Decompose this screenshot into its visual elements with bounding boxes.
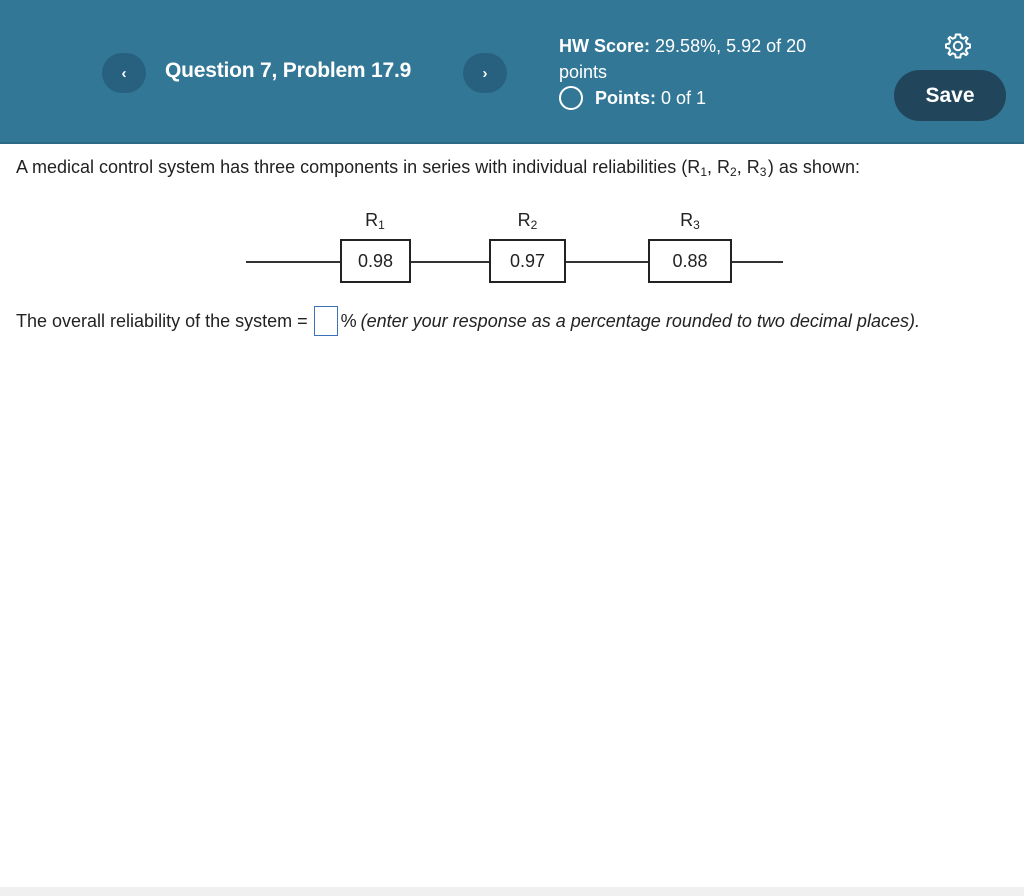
series-diagram bbox=[0, 200, 1024, 300]
wire-1-2 bbox=[410, 261, 490, 263]
wire-in bbox=[246, 261, 340, 263]
question-title: Question 7, Problem 17.9 bbox=[165, 59, 412, 82]
points-label: Points: bbox=[595, 87, 656, 108]
radio-circle-icon bbox=[559, 86, 583, 110]
chevron-left-icon: ‹ bbox=[121, 64, 127, 82]
chevron-right-icon: › bbox=[482, 64, 488, 82]
component-box-r3: 0.88 bbox=[648, 239, 732, 283]
points-status bbox=[559, 86, 706, 110]
answer-line bbox=[16, 306, 920, 336]
answer-hint: (enter your response as a percentage rounded to two decimal places). bbox=[360, 310, 920, 331]
save-button[interactable]: Save bbox=[894, 70, 1006, 121]
hw-score bbox=[559, 33, 859, 85]
component-label-r2: $R_2$ bbox=[517, 210, 538, 232]
component-box-r2: 0.97 bbox=[489, 239, 566, 283]
answer-prompt: The overall reliability of the system = bbox=[16, 310, 308, 331]
component-box-r1: 0.98 bbox=[340, 239, 411, 283]
component-label-r1: $R_1$ bbox=[365, 210, 385, 232]
question-text: A medical control system has three components in series with individual reliabilities ($R_1$, $R_2$, $R_3$ ) as shown: bbox=[16, 157, 860, 179]
percent-sign: % bbox=[340, 310, 357, 331]
points-value: 0 of 1 bbox=[661, 87, 707, 108]
component-label-r3: $R_3$ bbox=[680, 210, 700, 232]
previous-question-button[interactable] bbox=[102, 53, 146, 93]
answer-input[interactable] bbox=[314, 306, 338, 336]
top-header bbox=[0, 0, 1024, 144]
hw-score-value: 29.58%, 5.92 of 20 points bbox=[559, 36, 807, 82]
next-question-button[interactable] bbox=[463, 53, 507, 93]
hw-score-label: HW Score: bbox=[559, 36, 651, 56]
wire-2-3 bbox=[565, 261, 649, 263]
gear-icon[interactable] bbox=[944, 32, 972, 60]
wire-out bbox=[731, 261, 783, 263]
bottom-bar bbox=[0, 887, 1024, 896]
